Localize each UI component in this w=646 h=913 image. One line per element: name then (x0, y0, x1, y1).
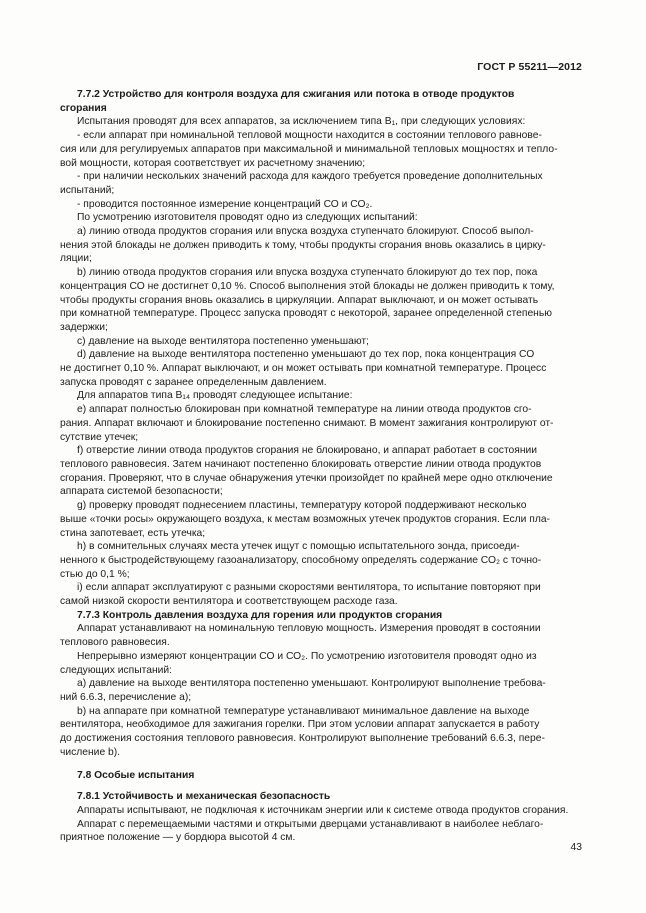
paragraph-line: ненного к быстродействующему газоанализатору, способному определять содержание СО₂ с точно- (60, 554, 542, 566)
paragraph-line: не достигнет 0,10 %. Аппарат выключают, и он может остывать при комнатной температуре. Процесс (60, 363, 547, 375)
paragraph-line: теплового равновесия. (60, 637, 170, 649)
paragraph-line: сия или для регулируемых аппаратов при максимальной и минимальной тепловых мощностях и тепло- (60, 143, 558, 155)
list-item: b) линию отвода продуктов сгорания или впуска воздуха ступенчато блокируют до тех пор, пока (77, 267, 538, 279)
page-number: 43 (570, 842, 582, 853)
paragraph-line: аппарата системой безопасности; (60, 486, 223, 498)
paragraph-line: до достижения состояния теплового равновесия. Контролируют выполнение требований 6.6.3, пере- (60, 733, 545, 745)
paragraph-line: рания. Аппарат включают и блокирование постепенно снимают. В момент зажигания контролируют от- (60, 417, 554, 429)
section-7-7-2-title-cont: сгорания (60, 102, 107, 114)
standard-header: ГОСТ Р 55211—2012 (477, 61, 582, 73)
paragraph-line: вой мощности, которая соответствует их расчетному значению; (60, 157, 366, 169)
list-item: с) давление на выходе вентилятора постепенно уменьшают; (77, 335, 369, 347)
document-body (60, 88, 584, 845)
paragraph-line: стью до 0,1 %; (60, 568, 130, 580)
paragraph-line: Аппарат с перемещаемыми частями и открытыми дверцами устанавливают в наиболее неблаго- (77, 818, 544, 830)
list-item: d) давление на выходе вентилятора постепенно уменьшают до тех пор, пока концентрация СО (77, 349, 535, 361)
paragraph-line: приятное положение — у бордюра высотой 4 см. (60, 832, 296, 844)
list-item: f) отверстие линии отвода продуктов сгорания не блокировано, и аппарат работает в состоянии (77, 445, 538, 457)
paragraph-line: сутствие утечек; (60, 431, 139, 443)
paragraph-line: концентрация СО не достигнет 0,10 %. Способ выполнения этой блокады не должен приводить к тому, (60, 280, 555, 292)
paragraph-line: следующих испытаний: (60, 664, 173, 676)
paragraph-line: задержки; (60, 321, 108, 333)
list-item: - если аппарат при номинальной тепловой мощности находится в состоянии теплового равнове- (77, 130, 542, 142)
paragraph-line: самой низкой скорости вентилятора и соответствующем расходе газа. (60, 596, 398, 608)
paragraph-line: ний 6.6.3, перечисление а); (60, 691, 192, 703)
list-item: g) проверку проводят поднесением пластины, температуру которой поддерживают несколько (77, 500, 527, 512)
paragraph-line: сгорания. Проверяют, что в случае обнаружения утечки произойдет по крайней мере одно отключение (60, 472, 553, 484)
paragraph-line: вентилятора, необходимое для зажигания горелки. При этом условии аппарат запускается в работу (60, 719, 540, 731)
paragraph-line: По усмотрению изготовителя проводят одно из следующих испытаний: (77, 212, 418, 224)
list-item: h) в сомнительных случаях места утечек ищут с помощью испытательного зонда, присоеди- (77, 541, 520, 553)
paragraph-line: Непрерывно измеряют концентрации СО и СО₂. По усмотрению изготовителя проводят одно из (77, 650, 537, 662)
paragraph-line: числение b). (60, 746, 121, 758)
paragraph-line: стина запотевает, есть утечка; (60, 527, 206, 539)
list-item: b) на аппарате при комнатной температуре устанавливают минимальное давление на выходе (77, 705, 530, 717)
paragraph-line: нения этой блокады не должен приводить к тому, чтобы продукты сгорания вновь оказались в цирку- (60, 239, 546, 251)
list-item: а) линию отвода продуктов сгорания или впуска воздуха ступенчато блокируют. Способ выпол- (77, 226, 534, 238)
paragraph-line: при комнатной температуре. Процесс запуска проводят с некоторой, заранее определенной степенью (60, 308, 552, 320)
paragraph-line: чтобы продукты сгорания вновь оказались в циркуляции. Аппарат выключают, и он может остывать (60, 294, 539, 306)
list-item: е) аппарат полностью блокирован при комнатной температуре на линии отвода продуктов сго- (77, 404, 532, 416)
paragraph-line: Испытания проводят для всех аппаратов, за исключением типа В₁, при следующих условиях: (77, 116, 526, 128)
paragraph-line: Аппараты испытывают, не подключая к источникам энергии или к системе отвода продуктов сгорания. (77, 804, 569, 816)
list-item: - при наличии нескольких значений расхода для каждого требуется проведение дополнительных (77, 171, 543, 183)
paragraph-line: Аппарат устанавливают на номинальную тепловую мощность. Измерения проводят в состоянии (77, 623, 541, 635)
paragraph-line: испытаний; (60, 184, 115, 196)
paragraph-line: Для аппаратов типа В₁₄ проводят следующее испытание: (77, 390, 353, 402)
list-item: i) если аппарат эксплуатируют с разными скоростями вентилятора, то испытание повторяют при (77, 582, 541, 594)
section-7-7-3-title: 7.7.3 Контроль давления воздуха для горения или продуктов сгорания (77, 609, 443, 621)
section-7-8-1-title: 7.8.1 Устойчивость и механическая безопасность (77, 791, 331, 803)
paragraph-line: запуска проводят с заранее определенным давлением. (60, 376, 327, 388)
section-7-8-title: 7.8 Особые испытания (77, 770, 195, 782)
list-item: - проводится постоянное измерение концентраций СО и СО₂. (77, 198, 373, 210)
paragraph-line: ляции; (60, 253, 92, 265)
paragraph-line: выше «точки росы» окружающего воздуха, к местам возможных утечек продуктов сгорания. Если пла- (60, 513, 550, 525)
list-item: а) давление на выходе вентилятора постепенно уменьшают. Контролируют выполнение требова- (77, 678, 546, 690)
paragraph-line: теплового равновесия. Затем начинают постепенно блокировать отверстие линии отвода продуктов (60, 458, 542, 470)
section-7-7-2-title: 7.7.2 Устройство для контроля воздуха для сжигания или потока в отводе продуктов (77, 89, 515, 100)
